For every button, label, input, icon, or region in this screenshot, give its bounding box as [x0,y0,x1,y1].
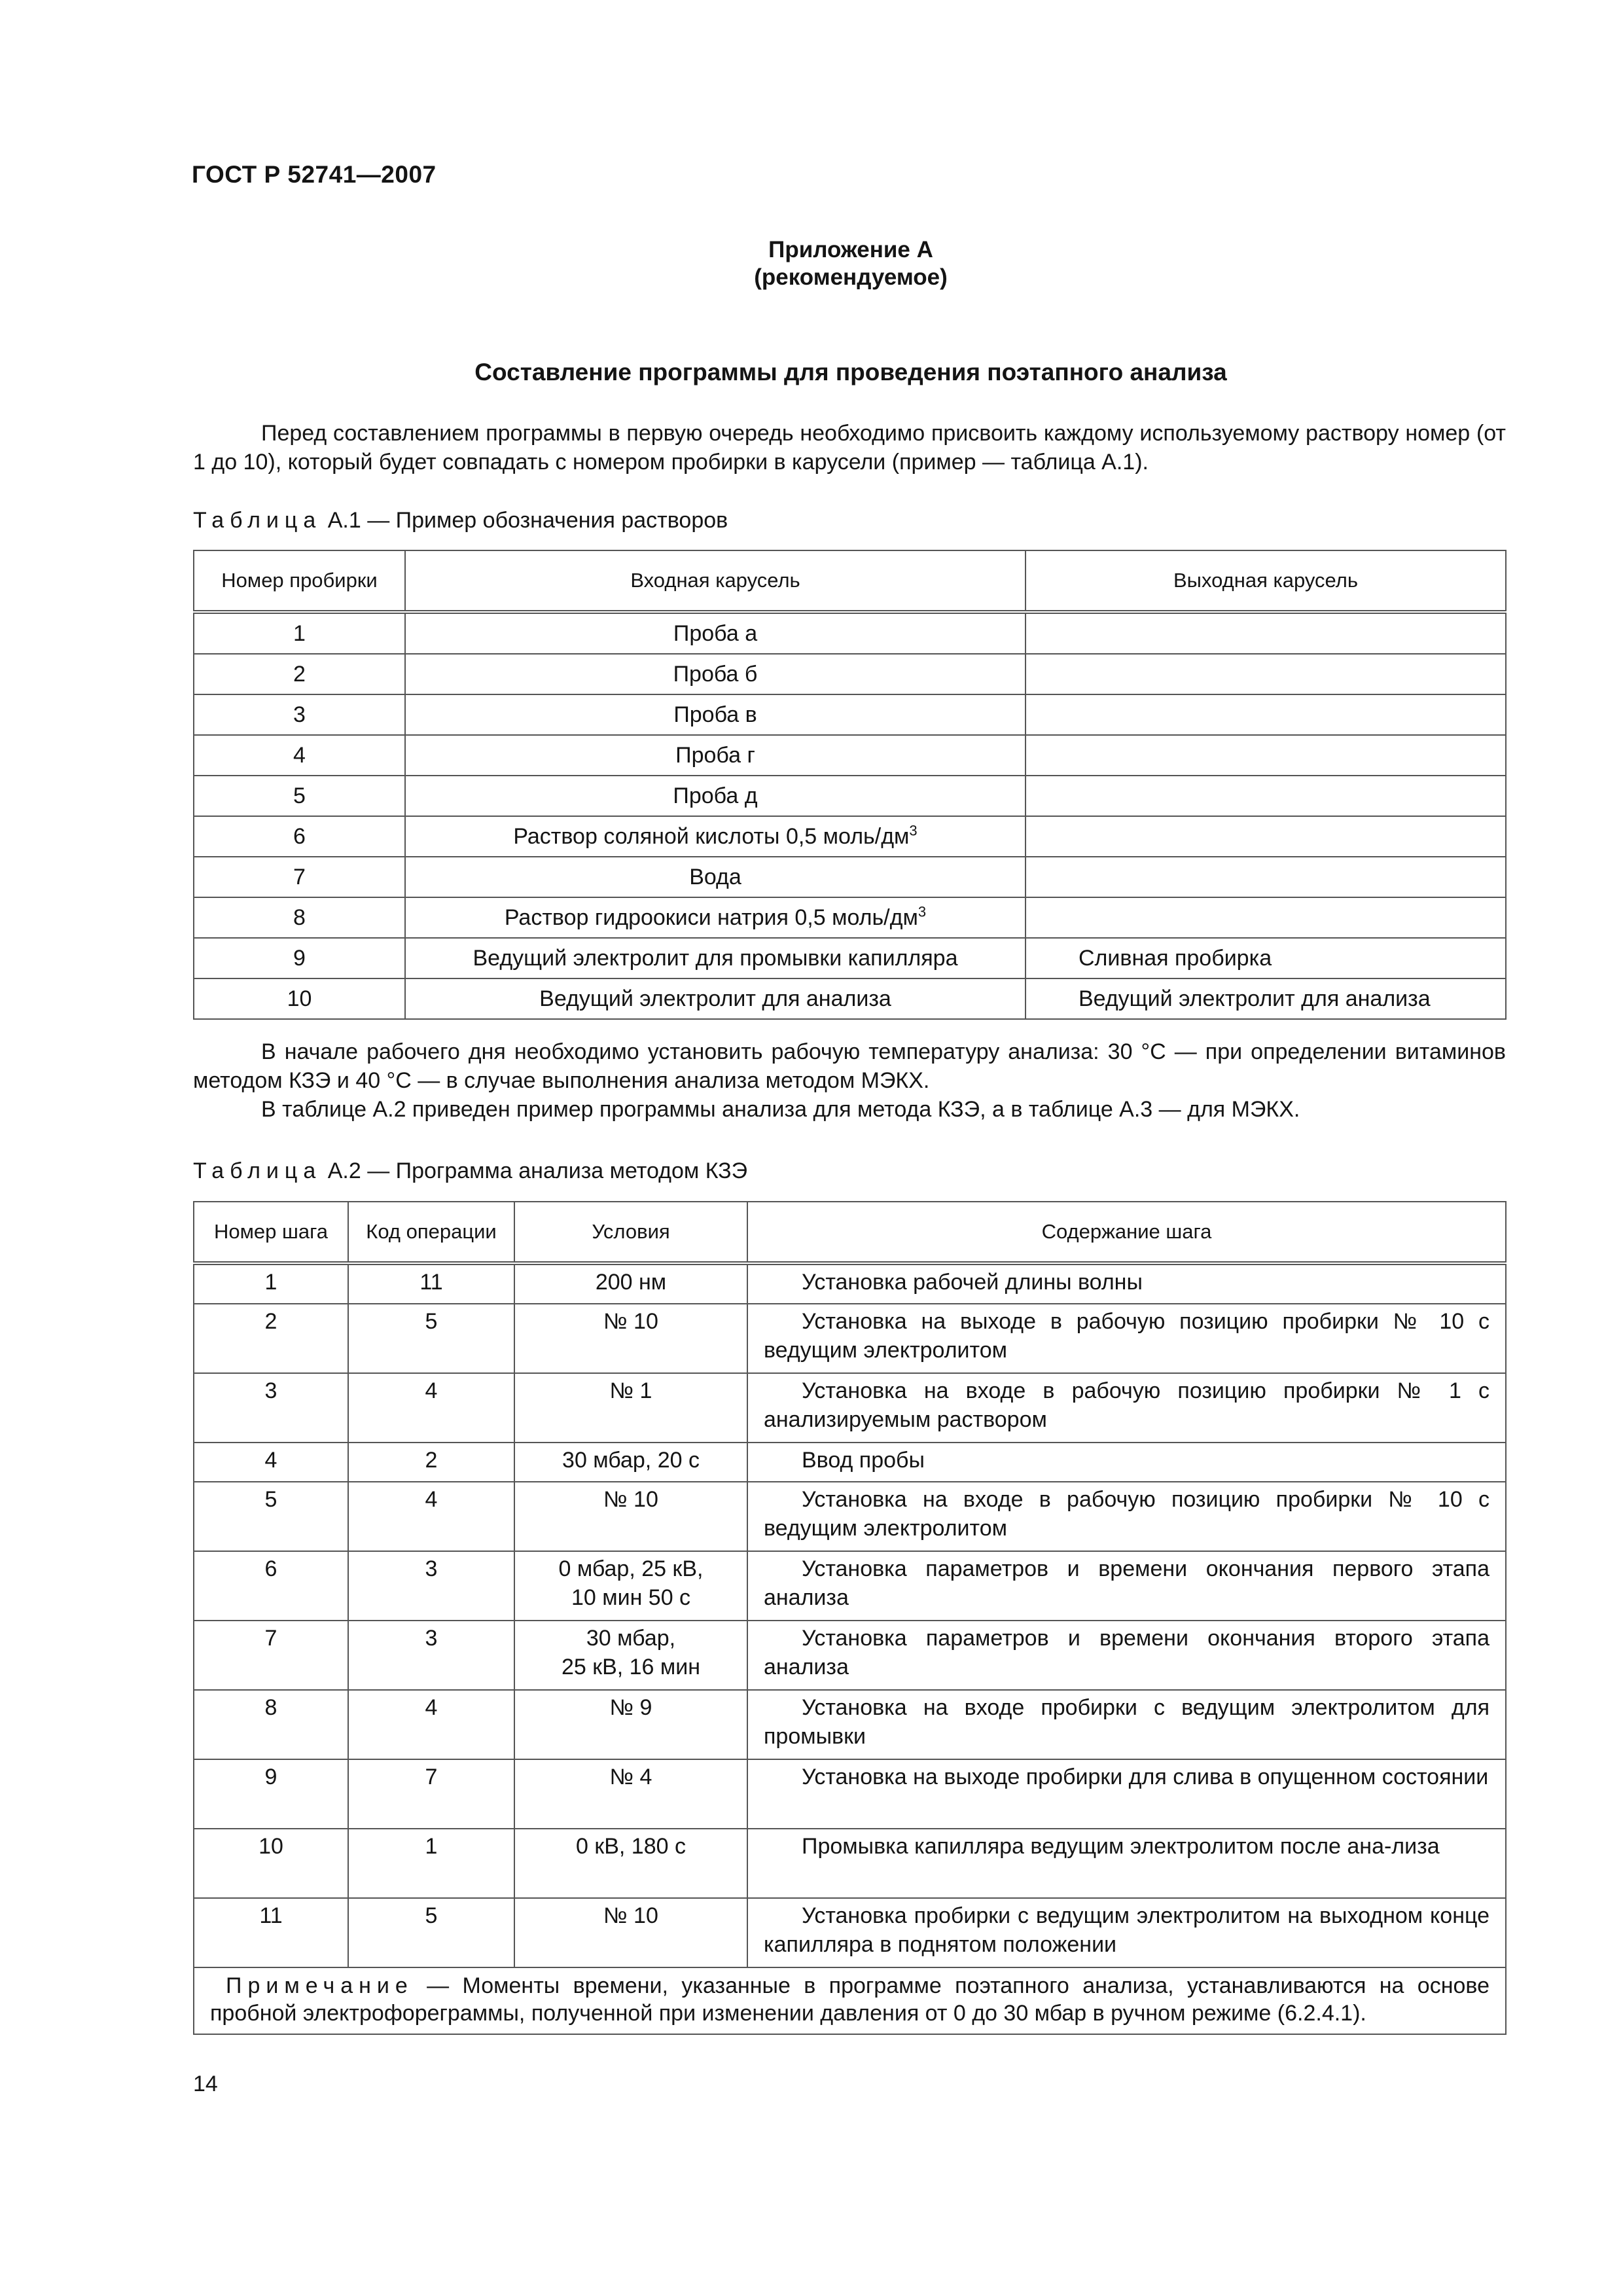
input-carousel-cell [405,857,1026,897]
conditions-cell: 30 мбар, 25 кВ, 16 мин [514,1621,747,1690]
step-number-cell: 10 [194,1829,348,1898]
table-a1 [193,550,1507,1020]
page-number: 14 [193,2072,218,2096]
conditions-cell: 0 мбар, 25 кВ, 10 мин 50 с [514,1551,747,1621]
table-a1-header-output: Выходная карусель [1026,550,1506,612]
conditions-cell: № 10 [514,1304,747,1373]
table-row [194,897,1506,938]
table-row [194,735,1506,776]
table-row [194,1443,1506,1482]
step-content-text: Ввод пробы [802,1448,925,1473]
operation-code-cell: 11 [348,1263,514,1304]
step-content-text: Установка на входе в рабочую позицию пробирки № 10 с ведущим электролитом [764,1487,1489,1541]
tube-number-cell: 6 [194,816,405,857]
table-row [194,776,1506,816]
tube-number-cell: 9 [194,938,405,978]
step-content-cell [747,1621,1506,1690]
table-row [194,1621,1506,1690]
step-content-text: Установка на выходе в рабочую позицию пробирки № 10 с ведущим электролитом [764,1309,1489,1363]
conditions-cell: № 10 [514,1898,747,1967]
tube-number-cell: 1 [194,612,405,654]
table-row [194,654,1506,694]
table-a1-body [194,612,1506,1019]
step-number-cell: 1 [194,1263,348,1304]
step-number-cell: 3 [194,1373,348,1443]
step-content-text: Установка на входе в рабочую позицию пробирки № 1 с анализируемым раствором [764,1378,1489,1432]
table-row [194,1690,1506,1759]
step-content-text: Установка на входе пробирки с ведущим электролитом для промывки [764,1695,1489,1749]
table-a2-caption [193,1158,747,1184]
input-carousel-cell [405,897,1026,938]
input-carousel-cell [405,776,1026,816]
table-row [194,1759,1506,1829]
output-carousel-cell [1026,776,1506,816]
table-row [194,1898,1506,1967]
input-carousel-text: Проба а [673,621,758,646]
temperature-paragraph-text: В начале рабочего дня необходимо установить рабочую температуру анализа: 30 °С — при определении витаминов методом КЗЭ и 40 °С — в случае выполнения анализа методом МЭКХ. [193,1039,1506,1093]
input-carousel-text: Проба б [673,662,758,687]
input-carousel-text: Раствор соляной кислоты 0,5 моль/дм [513,824,910,849]
input-carousel-text: Вода [689,865,741,889]
tube-number-cell: 10 [194,978,405,1019]
operation-code-cell: 4 [348,1690,514,1759]
unit-superscript: 3 [909,822,918,839]
note-label: Примечание [226,1973,414,1998]
step-number-cell: 5 [194,1482,348,1551]
step-content-text: Установка параметров и времени окончания первого этапа анализа [764,1556,1489,1610]
operation-code-cell: 5 [348,1304,514,1373]
conditions-cell: 200 нм [514,1263,747,1304]
table-row [194,1263,1506,1304]
unit-superscript: 3 [918,903,927,920]
section-title: Составление программы для проведения поэтапного анализа [474,359,1227,386]
table-a1-header-input: Входная карусель [405,550,1026,612]
output-carousel-cell: Сливная пробирка [1026,938,1506,978]
input-carousel-cell [405,654,1026,694]
step-number-cell: 4 [194,1443,348,1482]
operation-code-cell: 1 [348,1829,514,1898]
output-carousel-cell: Ведущий электролит для анализа [1026,978,1506,1019]
appendix-title: Приложение А [768,237,933,262]
tube-number-cell: 3 [194,694,405,735]
table-row [194,1829,1506,1898]
step-number-cell: 7 [194,1621,348,1690]
input-carousel-cell [405,694,1026,735]
step-content-cell [747,1443,1506,1482]
appendix-status: (рекомендуемое) [754,264,948,290]
step-content-text: Установка параметров и времени окончания второго этапа анализа [764,1626,1489,1679]
table-a1-caption [193,508,728,533]
step-content-text: Установка на выходе пробирки для слива в опущенном состоянии [802,1765,1489,1789]
conditions-cell: № 1 [514,1373,747,1443]
temperature-paragraph [193,1037,1506,1095]
tube-number-cell: 7 [194,857,405,897]
output-carousel-cell [1026,857,1506,897]
table-row [194,978,1506,1019]
output-carousel-cell [1026,694,1506,735]
input-carousel-cell [405,978,1026,1019]
table-a1-caption-text: А.1 — Пример обозначения растворов [321,508,728,533]
step-content-text: Установка рабочей длины волны [802,1270,1143,1295]
step-number-cell: 8 [194,1690,348,1759]
table-a1-header-row [194,550,1506,612]
output-carousel-cell [1026,612,1506,654]
table-row [194,938,1506,978]
intro-paragraph [193,419,1506,476]
tube-number-cell: 8 [194,897,405,938]
table-a2-header-code: Код операции [348,1202,514,1263]
table-a2-note [194,1967,1506,2034]
operation-code-cell: 4 [348,1373,514,1443]
input-carousel-text: Проба д [673,783,758,808]
operation-code-cell: 4 [348,1482,514,1551]
tube-number-cell: 5 [194,776,405,816]
tables-paragraph [193,1095,1506,1124]
step-content-cell [747,1898,1506,1967]
input-carousel-cell [405,735,1026,776]
tube-number-cell: 4 [194,735,405,776]
table-a2-header-conditions: Условия [514,1202,747,1263]
operation-code-cell: 5 [348,1898,514,1967]
input-carousel-text: Раствор гидроокиси натрия 0,5 моль/дм [504,905,918,930]
operation-code-cell: 3 [348,1551,514,1621]
step-content-cell [747,1829,1506,1898]
table-row [194,857,1506,897]
step-number-cell: 2 [194,1304,348,1373]
step-content-cell [747,1690,1506,1759]
conditions-cell: № 10 [514,1482,747,1551]
table-a2-header-content: Содержание шага [747,1202,1506,1263]
step-number-cell: 9 [194,1759,348,1829]
input-carousel-text: Проба в [673,702,757,727]
step-number-cell: 11 [194,1898,348,1967]
table-a1-caption-label: Таблица [193,508,322,533]
step-content-cell [747,1373,1506,1443]
step-content-text: Установка пробирки с ведущим электролитом на выходном конце капилляра в поднятом положении [764,1903,1489,1957]
operation-code-cell: 7 [348,1759,514,1829]
table-a2-note-row [194,1967,1506,2034]
table-row [194,612,1506,654]
step-content-cell [747,1759,1506,1829]
input-carousel-text: Ведущий электролит для анализа [539,986,891,1011]
tube-number-cell: 2 [194,654,405,694]
table-row [194,1304,1506,1373]
step-content-text: Промывка капилляра ведущим электролитом после ана-лиза [802,1834,1440,1859]
step-content-cell [747,1482,1506,1551]
input-carousel-cell [405,612,1026,654]
table-a2-caption-label: Таблица [193,1158,322,1183]
step-content-cell [747,1263,1506,1304]
step-content-cell [747,1551,1506,1621]
table-row [194,694,1506,735]
table-a2 [193,1201,1507,2035]
document-code: ГОСТ Р 52741—2007 [192,161,437,188]
step-number-cell: 6 [194,1551,348,1621]
operation-code-cell: 2 [348,1443,514,1482]
table-a2-caption-text: А.2 — Программа анализа методом КЗЭ [321,1158,748,1183]
table-row [194,1373,1506,1443]
step-content-cell [747,1304,1506,1373]
output-carousel-cell [1026,735,1506,776]
table-a2-header-row [194,1202,1506,1263]
input-carousel-cell [405,816,1026,857]
conditions-cell: № 4 [514,1759,747,1829]
table-row [194,1482,1506,1551]
table-a2-body [194,1263,1506,1967]
output-carousel-cell [1026,654,1506,694]
intro-paragraph-text: Перед составлением программы в первую очередь необходимо присвоить каждому используемому раствору номер (от 1 до 10), который будет совпадать с номером пробирки в карусели (пример — таблица А.1). [193,421,1506,475]
conditions-cell: № 9 [514,1690,747,1759]
input-carousel-cell [405,938,1026,978]
input-carousel-text: Проба г [675,743,755,768]
note-text: — Моменты времени, указанные в программе поэтапного анализа, устанавливаются на основе пробной электрофореграммы, полученной при изменении давления от 0 до 30 мбар в ручном режиме (6.2.4.1). [210,1973,1489,2026]
conditions-cell: 0 кВ, 180 с [514,1829,747,1898]
output-carousel-cell [1026,897,1506,938]
table-a2-header-step: Номер шага [194,1202,348,1263]
table-row [194,816,1506,857]
tables-paragraph-text: В таблице А.2 приведен пример программы анализа для метода КЗЭ, а в таблице А.3 — для МЭКХ. [261,1097,1300,1122]
conditions-cell: 30 мбар, 20 с [514,1443,747,1482]
table-row [194,1551,1506,1621]
operation-code-cell: 3 [348,1621,514,1690]
input-carousel-text: Ведущий электролит для промывки капилляра [473,946,958,971]
output-carousel-cell [1026,816,1506,857]
table-a1-header-number: Номер пробирки [194,550,405,612]
